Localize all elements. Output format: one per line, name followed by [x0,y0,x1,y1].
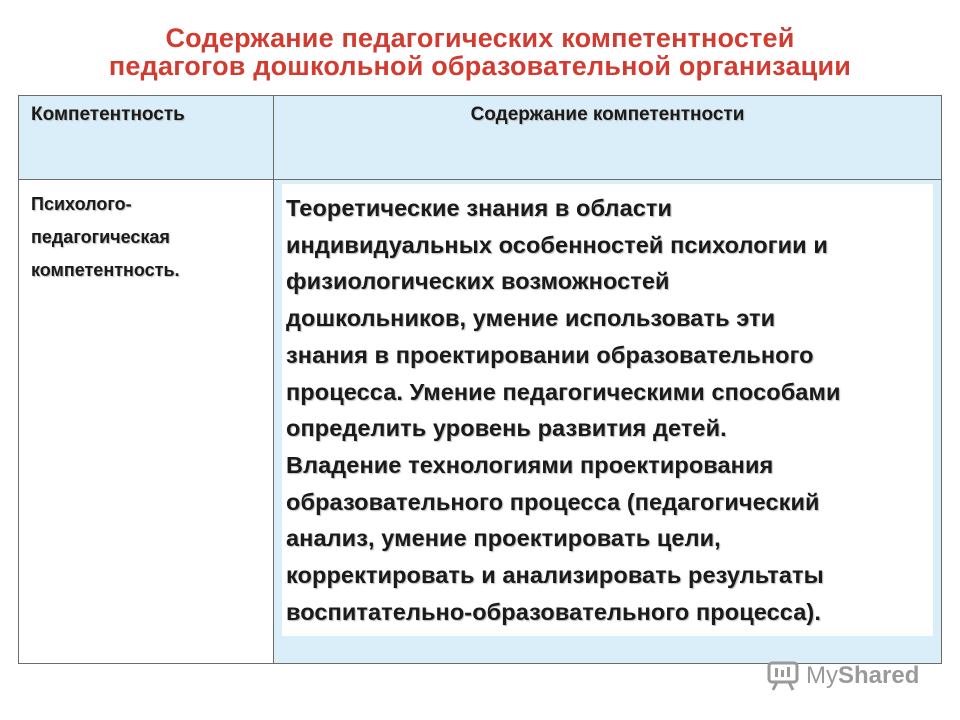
content-line: процесса. Умение педагогическими способами [286,378,841,405]
content-line: образовательного процесса (педагогический [286,488,820,515]
content-line: дошкольников, умение использовать эти [286,305,776,332]
content-line: анализ, умение проектировать цели, [286,525,721,552]
content-line: Владение технологиями проектирования [286,451,774,478]
header-content: Содержание компетентности [274,96,942,180]
header-competence: Компетентность [19,96,274,180]
slide-title [0,24,960,80]
content-line: корректировать и анализировать результаты [286,562,824,589]
presentation-board-icon [766,659,800,693]
content-line: знания в проектировании образовательного [286,341,814,368]
competence-cell [19,180,274,664]
watermark-shared: Shared [838,662,920,689]
content-line: определить уровень развития детей. [286,415,727,442]
competence-line: Психолого- [31,194,132,214]
content-line: индивидуальных особенностей психологии и [286,231,828,258]
competence-table [18,95,942,664]
content-line: воспитательно-образовательного процесса). [286,598,821,625]
watermark-my: My [806,662,838,689]
competence-line: компетентность. [31,260,180,280]
title-line-1: Содержание педагогических компетентностей [165,23,795,53]
myshared-watermark [766,656,919,696]
content-text [282,184,933,636]
content-line: Теоретические знания в области [286,195,673,221]
table-row [19,180,942,664]
table-header-row [19,96,942,180]
content-line: физиологических возможностей [286,268,670,295]
content-cell [274,180,942,664]
competence-line: педагогическая [31,227,170,247]
title-line-2: педагогов дошкольной образовательной организации [108,51,852,81]
